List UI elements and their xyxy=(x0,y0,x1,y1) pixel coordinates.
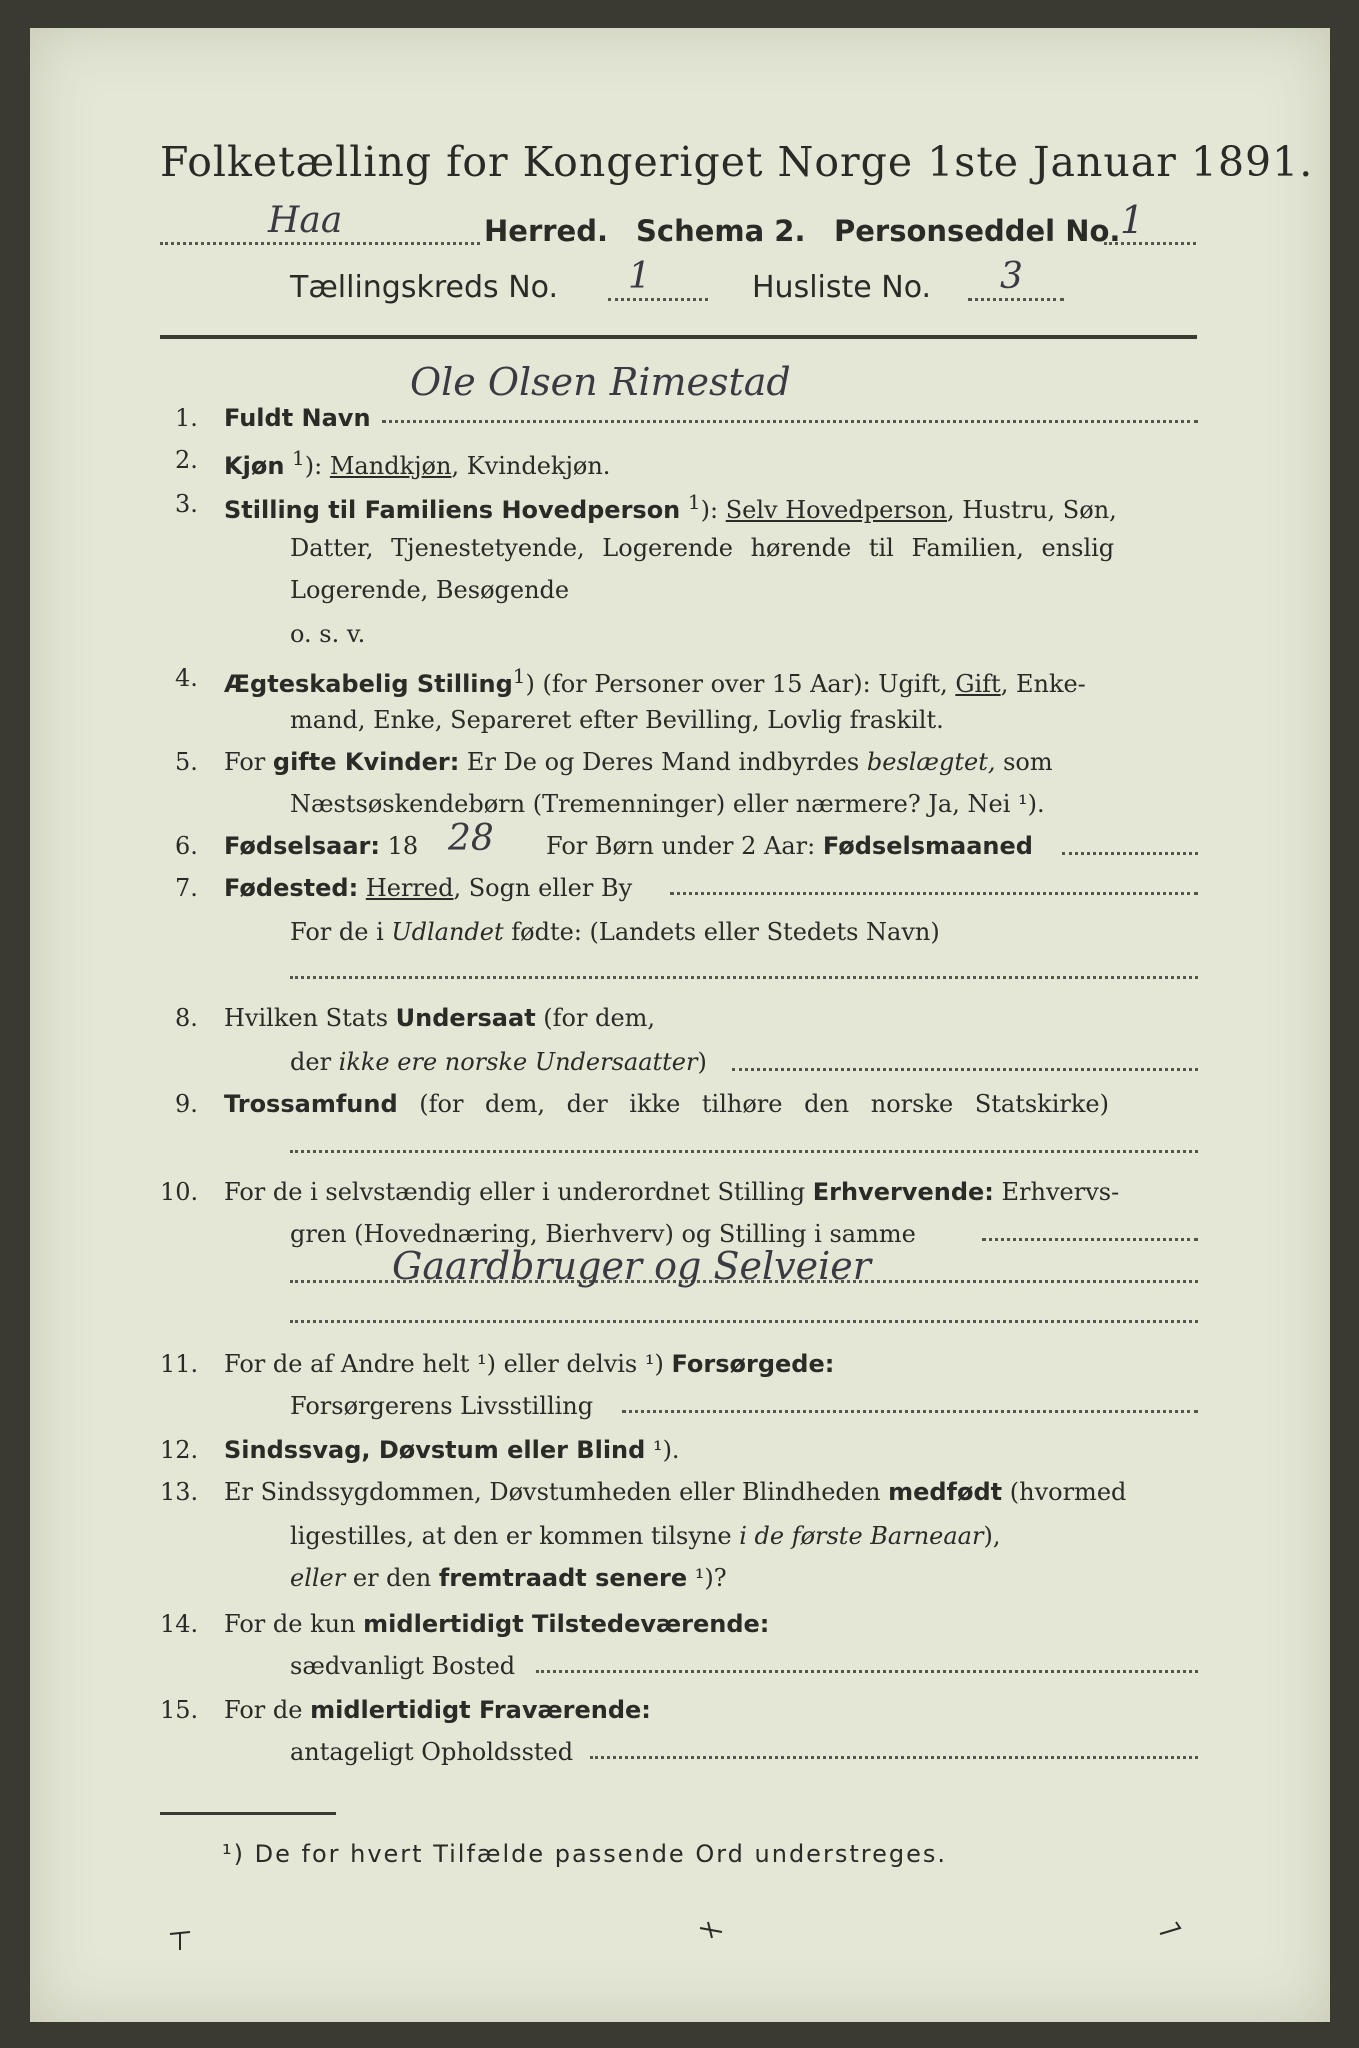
header-rule xyxy=(160,335,1197,339)
birth-month-dotted-line xyxy=(1062,852,1198,855)
kreds-label: Tællingskreds No. xyxy=(290,270,558,305)
herred-value: Haa xyxy=(268,200,343,241)
nationality-text-d: der xyxy=(290,1048,339,1076)
abroad-dotted-line xyxy=(290,976,1198,979)
marital-status-line-1: Ægteskabelig Stilling$^1$) (for Personer over 15 Aar): Ugift, Gift, Enke- xyxy=(224,664,1086,698)
temporary-absent-line-1 xyxy=(224,1696,651,1724)
full-name-value: Ole Olsen Rimestad xyxy=(410,360,791,404)
item-number-6: 6. xyxy=(175,832,198,860)
marital-status-label: Ægteskabelig Stilling xyxy=(224,670,513,698)
item-number-13: 13. xyxy=(160,1478,199,1506)
full-name-dotted-line xyxy=(382,420,1198,423)
item-number-15: 15. xyxy=(160,1696,199,1724)
congenital-line-2 xyxy=(290,1522,1000,1550)
item-number-9: 9. xyxy=(175,1090,198,1118)
religion-line xyxy=(224,1090,1109,1118)
occupation-text-c: Erhvervs- xyxy=(993,1178,1120,1206)
kreds-dotted-line xyxy=(608,298,708,301)
nationality-label: Undersaat xyxy=(395,1004,536,1032)
nationality-text-e: ikke ere norske Undersaatter xyxy=(338,1048,698,1076)
family-position-line-3: Logerende, Besøgende xyxy=(290,576,570,604)
nationality-text-f: ) xyxy=(697,1048,707,1076)
abroad-text-b: Udlandet xyxy=(391,918,504,946)
occupation-value: Gaardbruger og Selveier xyxy=(392,1244,871,1288)
family-position-line-4: o. s. v. xyxy=(290,620,366,648)
abroad-text-a: For de i xyxy=(290,918,392,946)
corner-mark-right xyxy=(1156,1918,1184,1944)
congenital-text-e: i de første Barneaar xyxy=(739,1522,984,1550)
occupation-label: Erhvervende: xyxy=(812,1178,994,1206)
disability-line xyxy=(224,1436,680,1464)
congenital-text-a: Er Sindssygdommen, Døvstumheden eller Blindheden xyxy=(224,1478,889,1506)
item-number-3: 3. xyxy=(175,490,198,518)
nationality-dotted-line xyxy=(732,1068,1198,1071)
temporary-present-text-a: For de kun xyxy=(224,1610,364,1638)
family-position-label: Stilling til Familiens Hovedperson xyxy=(224,496,681,524)
footnote-ref: 1 xyxy=(292,446,305,470)
item-number-1: 1. xyxy=(175,404,198,432)
gender-option-female: , Kvindekjøn. xyxy=(451,452,611,480)
marital-status-line-2: mand, Enke, Separeret efter Bevilling, Lovlig fraskilt. xyxy=(290,706,944,734)
personseddel-label: Personseddel No. xyxy=(834,214,1121,248)
item-number-4: 4. xyxy=(175,664,198,692)
birthplace-line-1 xyxy=(224,874,632,902)
nationality-line-2 xyxy=(290,1048,707,1076)
occupation-line-2: gren (Hovednæring, Bierhverv) og Stilling i samme xyxy=(290,1220,916,1248)
herred-label: Herred. xyxy=(484,214,608,248)
occupation-dotted-line-3 xyxy=(290,1320,1198,1323)
item-number-5: 5. xyxy=(175,748,198,776)
married-women-line-2: Næstsøskendebørn (Tremenninger) eller nærmere? Ja, Nei ¹). xyxy=(290,790,1045,818)
gender-line: Kjøn $^1$): Mandkjøn, Kvindekjøn. xyxy=(224,446,611,480)
congenital-label: medfødt xyxy=(888,1478,1003,1506)
temporary-present-label: midlertidigt Tilstedeværende: xyxy=(363,1610,770,1638)
later-onset-label: fremtraadt senere xyxy=(438,1564,688,1592)
marital-status-selected: Gift xyxy=(955,670,1001,698)
religion-label: Trossamfund xyxy=(224,1090,398,1118)
footnote-ref: 1 xyxy=(512,664,526,688)
congenital-text-d: ligestilles, at den er kommen tilsyne xyxy=(290,1522,740,1550)
nationality-text-a: Hvilken Stats xyxy=(224,1004,396,1032)
birth-month-line xyxy=(546,832,1033,860)
personseddel-value: 1 xyxy=(1120,198,1145,242)
family-position-selected: Selv Hovedperson xyxy=(725,496,948,524)
supported-dotted-line xyxy=(622,1410,1198,1413)
married-women-prefix: For xyxy=(224,748,273,776)
birth-year-prefix: 18 xyxy=(380,832,419,860)
husliste-dotted-line xyxy=(968,298,1064,301)
husliste-label: Husliste No. xyxy=(752,270,932,305)
religion-dotted-line xyxy=(290,1150,1198,1153)
footnote-ref: 1 xyxy=(687,490,701,514)
item-number-2: 2. xyxy=(175,446,198,474)
full-name-label: Fuldt Navn xyxy=(224,404,371,432)
occupation-text-a: For de i selvstændig eller i underordnet Stilling xyxy=(224,1178,813,1206)
occupation-line-1 xyxy=(224,1178,1119,1206)
birthplace-options: , Sogn eller By xyxy=(453,874,633,902)
supported-line-1 xyxy=(224,1350,834,1378)
birth-year-label: Fødselsaar: xyxy=(224,832,380,860)
item-number-7: 7. xyxy=(175,874,198,902)
birthplace-selected: Herred xyxy=(365,874,454,902)
herred-dotted-line xyxy=(160,242,480,245)
married-women-label: gifte Kvinder: xyxy=(272,748,460,776)
item-number-14: 14. xyxy=(160,1610,199,1638)
item-number-11: 11. xyxy=(160,1350,199,1378)
birthplace-line-2 xyxy=(290,918,940,946)
husliste-value: 3 xyxy=(1000,256,1023,297)
religion-text: (for dem, der ikke tilhøre den norske Statskirke) xyxy=(397,1090,1109,1118)
nationality-text-c: (for dem, xyxy=(535,1004,656,1032)
gender-label: Kjøn xyxy=(224,452,285,480)
stay-place-dotted-line xyxy=(590,1756,1198,1759)
congenital-text-f: ), xyxy=(983,1522,1001,1550)
married-women-text-a: Er De og Deres Mand indbyrdes xyxy=(459,748,867,776)
personseddel-dotted-line xyxy=(1104,242,1196,245)
item-number-8: 8. xyxy=(175,1004,198,1032)
married-women-text-c: som xyxy=(995,748,1053,776)
supported-label: Forsørgede: xyxy=(671,1350,835,1378)
birth-year-line xyxy=(224,832,418,860)
birth-month-text: For Børn under 2 Aar: xyxy=(546,832,823,860)
nationality-line-1 xyxy=(224,1004,655,1032)
item-number-12: 12. xyxy=(160,1436,199,1464)
marital-status-text-b: , Enke- xyxy=(1000,670,1086,698)
birthplace-label: Fødested: xyxy=(224,874,359,902)
usual-residence-dotted-line xyxy=(536,1670,1198,1673)
family-position-line-2: Datter, Tjenestetyende, Logerende hørende til Familien, enslig xyxy=(290,534,1115,562)
occupation-dotted-line-1 xyxy=(982,1238,1198,1241)
congenital-line-3 xyxy=(290,1564,727,1592)
temporary-present-line-2: sædvanligt Bosted xyxy=(290,1652,516,1680)
corner-mark-left xyxy=(168,1928,194,1954)
schema-label: Schema 2. xyxy=(636,214,806,248)
birthplace-dotted-line xyxy=(670,892,1198,895)
supported-line-2: Forsørgerens Livsstilling xyxy=(290,1392,594,1420)
married-women-line-1 xyxy=(224,748,1053,776)
birth-month-label: Fødselsmaaned xyxy=(822,832,1033,860)
kreds-value: 1 xyxy=(628,256,651,297)
married-women-text-b: beslægtet, xyxy=(866,748,996,776)
item-number-10: 10. xyxy=(160,1178,199,1206)
form-title: Folketælling for Kongeriget Norge 1ste Januar 1891. xyxy=(160,138,1314,186)
congenital-text-i: ¹)? xyxy=(687,1564,727,1592)
footnote-rule xyxy=(160,1812,336,1815)
congenital-text-c: (hvormed xyxy=(1002,1478,1127,1506)
marital-status-text-a: (for Personer over 15 Aar): Ugift, xyxy=(534,670,956,698)
center-mark xyxy=(696,1916,726,1942)
family-position-line-1: Stilling til Familiens Hovedperson $^1$): Selv Hovedperson, Hustru, Søn, xyxy=(224,490,1117,524)
family-position-options-a: , Hustru, Søn, xyxy=(947,496,1117,524)
supported-text-a: For de af Andre helt ¹) eller delvis ¹) xyxy=(224,1350,672,1378)
birth-year-value: 28 xyxy=(448,818,494,859)
footnote-text: ¹) De for hvert Tilfælde passende Ord understreges. xyxy=(222,1840,947,1868)
temporary-absent-label: midlertidigt Fraværende: xyxy=(310,1696,651,1724)
abroad-text-c: fødte: (Landets eller Stedets Navn) xyxy=(503,918,940,946)
disability-label: Sindssvag, Døvstum eller Blind xyxy=(224,1436,646,1464)
congenital-text-h: er den xyxy=(345,1564,439,1592)
congenital-text-g: eller xyxy=(290,1564,346,1592)
temporary-absent-line-2: antageligt Opholdssted xyxy=(290,1738,574,1766)
congenital-line-1 xyxy=(224,1478,1126,1506)
gender-option-male: Mandkjøn xyxy=(329,452,452,480)
temporary-present-line-1 xyxy=(224,1610,769,1638)
temporary-absent-text-a: For de xyxy=(224,1696,311,1724)
disability-footnote: ¹). xyxy=(645,1436,680,1464)
